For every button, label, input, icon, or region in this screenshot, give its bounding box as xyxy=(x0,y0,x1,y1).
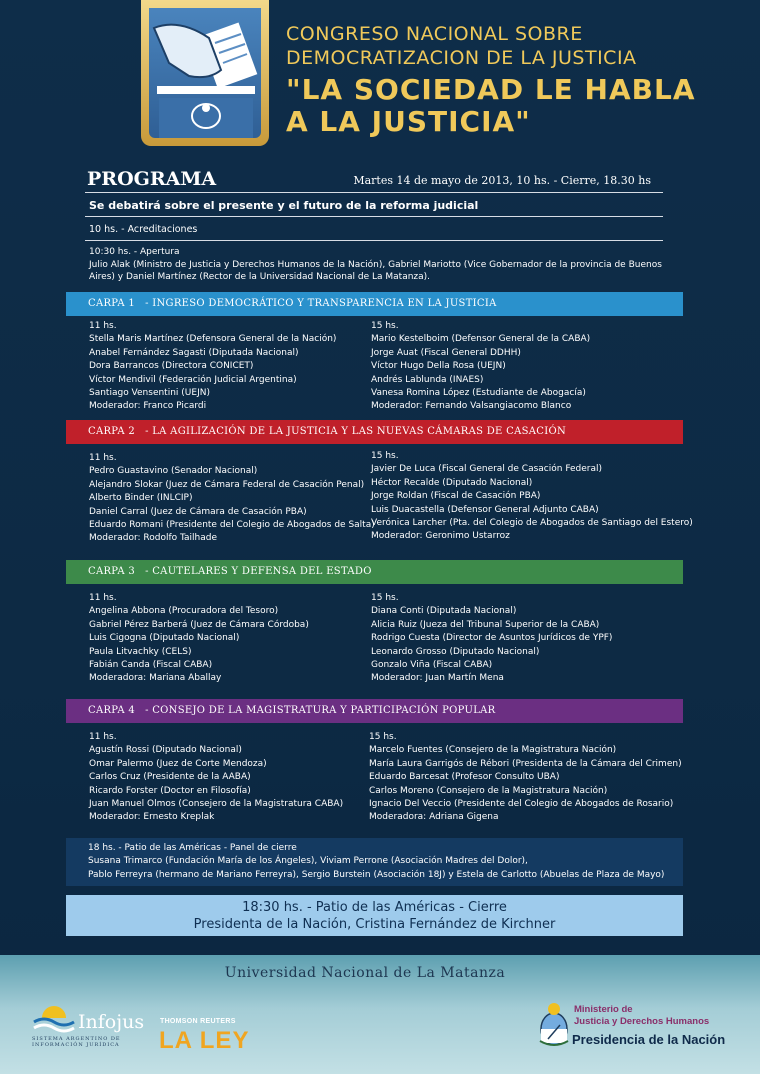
presidencia-label: Presidencia de la Nación xyxy=(572,1032,726,1047)
list-item: Omar Palermo (Juez de Corte Mendoza) xyxy=(89,758,267,769)
list-item: Verónica Larcher (Pta. del Colegio de Abogados de Santiago del Estero) xyxy=(371,518,693,529)
list-item: Angelina Abbona (Procuradora del Tesoro) xyxy=(89,606,279,617)
infojus-subtitle-2: INFORMACIÓN JURÍDICA xyxy=(32,1042,120,1048)
list-item: Moderador: Juan Martín Mena xyxy=(371,673,504,684)
divider xyxy=(85,240,663,241)
carpa-3-title: - CAUTELARES Y DEFENSA DEL ESTADO xyxy=(145,566,372,577)
list-item: Héctor Recalde (Diputado Nacional) xyxy=(371,477,533,488)
congress-logo xyxy=(141,0,269,146)
list-item: Eduardo Barcesat (Profesor Consulto UBA) xyxy=(369,772,560,783)
carpa-2-morning xyxy=(89,452,389,546)
carpa-1-title: - INGRESO DEMOCRÁTICO Y TRANSPARENCIA EN LA JUSTICIA xyxy=(145,298,497,309)
acreditaciones: 10 hs. - Acreditaciones xyxy=(89,224,198,235)
list-item: Ricardo Forster (Doctor en Filosofía) xyxy=(89,785,251,796)
list-item: Alicia Ruiz (Jueza del Tribunal Superior de la CABA) xyxy=(371,619,600,630)
carpa-1-afternoon xyxy=(371,320,671,414)
list-item: Jorge Auat (Fiscal General DDHH) xyxy=(371,347,521,358)
carpa-1-afternoon-hour: 15 hs. xyxy=(371,321,399,331)
sun-waves-icon xyxy=(32,1004,76,1034)
carpa-2-bar xyxy=(66,420,683,444)
list-item: Ignacio Del Veccio (Presidente del Colegio de Abogados de Rosario) xyxy=(369,799,674,810)
la-ley-logo: LA LEY xyxy=(159,1027,250,1054)
carpa-4-label: CARPA 4 xyxy=(88,705,136,716)
carpa-4-bar xyxy=(66,699,683,723)
programa-date: Martes 14 de mayo de 2013, 10 hs. - Cierre, 18.30 hs xyxy=(353,174,651,187)
carpa-2-title: - LA AGILIZACIÓN DE LA JUSTICIA Y LAS NUEVAS CÁMARAS DE CASACIÓN xyxy=(145,426,567,437)
carpa-2-morning-hour: 11 hs. xyxy=(89,453,117,463)
infojus-subtitle-1: SISTEMA ARGENTINO DE xyxy=(32,1036,121,1042)
list-item: Moderador: Franco Picardi xyxy=(89,401,207,412)
header xyxy=(286,22,696,138)
programa-row xyxy=(85,168,663,192)
ministerio-line-1: Ministerio de xyxy=(574,1004,633,1015)
coat-of-arms-icon xyxy=(538,1001,570,1049)
list-item: Moderador: Ernesto Kreplak xyxy=(89,812,215,823)
apertura-title: 10:30 hs. - Apertura xyxy=(89,247,180,257)
list-item: Moderador: Rodolfo Tailhade xyxy=(89,533,217,544)
list-item: Gabriel Pérez Barberá (Juez de Cámara Córdoba) xyxy=(89,619,309,630)
carpa-3-morning-hour: 11 hs. xyxy=(89,593,117,603)
list-item: Carlos Moreno (Consejero de la Magistratura Nación) xyxy=(369,785,608,796)
panel-cierre-line-2: Pablo Ferreyra (hermano de Mariano Ferreyra), Sergio Burstein (Asociación 18J) y Estela de Carlotto (Abuelas de Plaza de Mayo) xyxy=(88,869,665,880)
carpa-2-label: CARPA 2 xyxy=(88,426,136,437)
list-item: Alberto Binder (INLCIP) xyxy=(89,493,193,504)
list-item: Anabel Fernández Sagasti (Diputada Nacional) xyxy=(89,347,299,358)
cierre-line-1: 18:30 hs. - Patio de las Américas - Cierre xyxy=(242,900,507,915)
list-item: Fabián Canda (Fiscal CABA) xyxy=(89,660,213,671)
university-name: Universidad Nacional de La Matanza xyxy=(224,965,506,981)
carpa-2-afternoon xyxy=(371,450,693,544)
ministerio-logo xyxy=(536,999,736,1059)
list-item: Gonzalo Viña (Fiscal CABA) xyxy=(371,660,493,671)
carpa-1-morning-hour: 11 hs. xyxy=(89,321,117,331)
list-item: Diana Conti (Diputada Nacional) xyxy=(371,606,517,617)
list-item: Luis Cigogna (Diputado Nacional) xyxy=(89,633,240,644)
list-item: Andrés Lablunda (INAES) xyxy=(371,374,484,385)
list-item: Dora Barrancos (Directora CONICET) xyxy=(89,361,254,372)
list-item: Carlos Cruz (Presidente de la AABA) xyxy=(89,772,251,783)
apertura-text: Julio Alak (Ministro de Justicia y Derechos Humanos de la Nación), Gabriel Mariotto (Vice Gobernador de la provincia de Buenos Aires) y Daniel Martínez (Rector de la Universidad Nacional de La Matanza). xyxy=(89,259,662,282)
footer xyxy=(0,955,760,1074)
header-line-2: DEMOCRATIZACION DE LA JUSTICIA xyxy=(286,47,637,69)
list-item: Víctor Mendivil (Federación Judicial Argentina) xyxy=(89,374,297,385)
list-item: Agustín Rossi (Diputado Nacional) xyxy=(89,745,242,756)
cierre-line-2: Presidenta de la Nación, Cristina Fernández de Kirchner xyxy=(193,917,556,932)
carpa-3-morning xyxy=(89,592,389,686)
carpa-3-afternoon-hour: 15 hs. xyxy=(371,593,399,603)
list-item: Paula Litvachky (CELS) xyxy=(89,646,192,657)
list-item: Pedro Guastavino (Senador Nacional) xyxy=(89,466,258,477)
list-item: Marcelo Fuentes (Consejero de la Magistratura Nación) xyxy=(369,745,617,756)
list-item: Santiago Vensentini (UEJN) xyxy=(89,388,210,399)
list-item: Mario Kestelboim (Defensor General de la CABA) xyxy=(371,334,591,345)
list-item: Jorge Roldan (Fiscal de Casación PBA) xyxy=(371,491,541,502)
header-line-1: CONGRESO NACIONAL SOBRE xyxy=(286,23,583,45)
thomson-reuters-label: THOMSON REUTERS xyxy=(160,1018,236,1025)
list-item: Leonardo Grosso (Diputado Nacional) xyxy=(371,646,540,657)
infojus-subtitle xyxy=(32,1036,162,1048)
carpa-4-afternoon xyxy=(369,731,682,825)
ministerio-line-2: Justicia y Derechos Humanos xyxy=(574,1016,710,1027)
list-item: Víctor Hugo Della Rosa (UEJN) xyxy=(371,361,506,372)
list-item: Eduardo Romani (Presidente del Colegio de Abogados de Salta) xyxy=(89,520,375,531)
list-item: Juan Manuel Olmos (Consejero de la Magistratura CABA) xyxy=(89,799,344,810)
carpa-1-label: CARPA 1 xyxy=(88,298,136,309)
list-item: Moderadora: Adriana Gigena xyxy=(369,812,499,823)
carpa-4-afternoon-hour: 15 hs. xyxy=(369,732,397,742)
list-item: Luis Duacastella (Defensor General Adjunto CABA) xyxy=(371,504,599,515)
debate-text: Se debatirá sobre el presente y el futuro de la reforma judicial xyxy=(89,199,479,212)
list-item: Alejandro Slokar (Juez de Cámara Federal de Casación Penal) xyxy=(89,479,365,490)
carpa-1-bar xyxy=(66,292,683,316)
list-item: Moderador: Fernando Valsangiacomo Blanco xyxy=(371,401,572,412)
list-item: Daniel Carral (Juez de Cámara de Casación PBA) xyxy=(89,506,307,517)
carpa-3-label: CARPA 3 xyxy=(88,566,136,577)
carpa-4-title: - CONSEJO DE LA MAGISTRATURA Y PARTICIPACIÓN POPULAR xyxy=(145,705,496,716)
infojus-logo xyxy=(32,1000,152,1050)
infojus-name: Infojus xyxy=(78,1011,145,1033)
carpa-2-afternoon-hour: 15 hs. xyxy=(371,451,399,461)
carpa-1-morning xyxy=(89,320,389,414)
carpa-3-afternoon xyxy=(371,592,671,686)
list-item: Moderadora: Mariana Aballay xyxy=(89,673,222,684)
apertura xyxy=(89,246,679,284)
panel-cierre-line-1: Susana Trimarco (Fundación María de los Ángeles), Viviam Perrone (Asociación Madres del Dolor), xyxy=(88,856,528,867)
cierre xyxy=(66,895,683,936)
ballot-hand-icon xyxy=(149,8,261,138)
programa-title: PROGRAMA xyxy=(87,168,217,190)
panel-cierre xyxy=(66,838,683,886)
list-item: Stella Maris Martínez (Defensora General de la Nación) xyxy=(89,334,337,345)
carpa-3-bar xyxy=(66,560,683,584)
panel-cierre-title: 18 hs. - Patio de las Américas - Panel de cierre xyxy=(88,843,297,853)
list-item: Rodrigo Cuesta (Director de Asuntos Jurídicos de YPF) xyxy=(371,633,613,644)
list-item: Javier De Luca (Fiscal General de Casación Federal) xyxy=(371,464,603,475)
list-item: Vanesa Romina López (Estudiante de Abogacía) xyxy=(371,388,586,399)
header-quote-1: "LA SOCIEDAD LE HABLA xyxy=(286,73,696,106)
divider xyxy=(85,192,663,193)
header-quote-2: A LA JUSTICIA" xyxy=(286,105,531,138)
carpa-4-morning xyxy=(89,731,389,825)
list-item: Moderador: Geronimo Ustarroz xyxy=(371,531,510,542)
carpa-4-morning-hour: 11 hs. xyxy=(89,732,117,742)
divider xyxy=(85,216,663,217)
list-item: María Laura Garrigós de Rébori (Presidenta de la Cámara del Crimen) xyxy=(369,758,682,769)
